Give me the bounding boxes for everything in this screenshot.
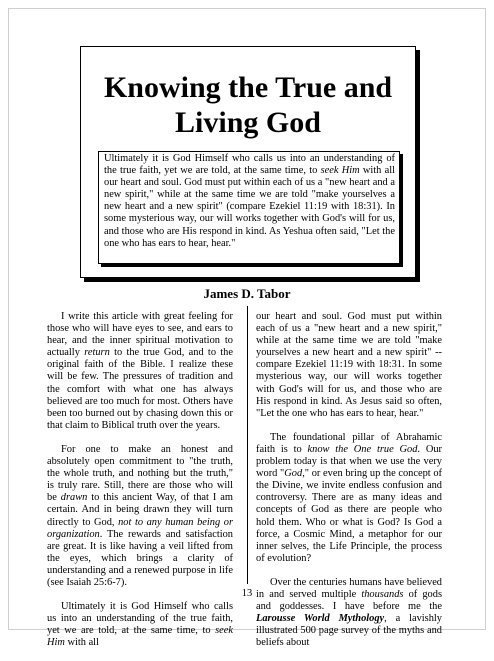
left-paragraph-1 xyxy=(47,311,233,432)
page-number: 13 xyxy=(241,588,253,599)
right-p3-text-3: , a lavishly illustrated 500 page survey of the myths and beliefs about xyxy=(256,613,442,649)
intro-quote-text-2: with all our heart and soul. God must put within each of us a "new heart and a new spirit," while at the same time we are told "make yourselves a new heart and a new spirit" (compare Ezekiel 11:19 with 18:31). In some mysterious way, our will works together with God's will for us, and those who are His respond in kind. As Yeshua often said, "Let the one who has ears to hear, hear." xyxy=(104,165,396,249)
left-column xyxy=(47,311,233,661)
right-paragraph-1 xyxy=(256,311,442,420)
left-p1-text-2: to the true God, and to the original faith of the Bible. I realize these will be few. The pressures of tradition and the comfort with what one has always believed are too much for most. Others have been too burned out by chasing down this or that claim to Biblical truth over the years. xyxy=(47,347,233,431)
title-line-2: Living God xyxy=(175,106,321,139)
left-p2-text-1: For one to make an honest and absolutely open commitment to "the truth, the whole truth, and nothing but the truth," is truly rare. Still, there are those who will be xyxy=(47,443,233,504)
left-paragraph-2 xyxy=(47,444,233,589)
right-p3-emphasis-1: thousands xyxy=(361,588,404,600)
right-p2-text-2: . Our problem today is that when we use the very word " xyxy=(256,443,442,480)
right-p2-emphasis-1: know the One true God xyxy=(307,443,418,455)
left-p2-text-3: . The rewards and satisfaction are great. It is like having a veil lifted from the eyes, which brings a clarity of understanding and a renewed purpose in life (see Isaiah 25:6-7). xyxy=(47,528,233,588)
right-p3-book-title: Larousse World Mythology xyxy=(256,613,385,625)
right-paragraph-2 xyxy=(256,432,442,565)
left-p2-emphasis-1: drawn xyxy=(60,492,88,504)
left-p1-text-1: I write this article with great feeling for those who will have eyes to see, and ears to hear, and the inner spiritual motivation to actually xyxy=(47,311,233,359)
left-p1-emphasis: return xyxy=(84,347,110,359)
intro-quote-box xyxy=(98,151,400,264)
right-p1-text: our heart and soul. God must put within each of us a "new heart and a new spirit," while at the same time we are told "make yourselves a new heart and a new spirit" -- compare Ezekiel 11:19 with 18:31. In some mysterious way, our will works together with God's will for us, and those who are His respond in kind. As Jesus said so often, "Let the one who has ears to hear, hear." xyxy=(256,311,442,419)
left-p3-text-2: with all xyxy=(64,637,99,649)
intro-quote-text-1: Ultimately it is God Himself who calls us into an understanding of the true faith, yet we are told, at the same time, to xyxy=(104,153,395,177)
right-p3-text-1: Over the centuries humans have believed in and served multiple xyxy=(256,576,442,600)
article-title xyxy=(80,70,416,140)
author-byline: James D. Tabor xyxy=(203,286,291,301)
left-paragraph-3 xyxy=(47,601,233,649)
intro-quote-emphasis: seek Him xyxy=(320,165,360,177)
left-p3-text-1: Ultimately it is God Himself who calls us into an understanding of the true faith, yet we are told, at the same time, to xyxy=(47,601,233,637)
right-p3-text-2: of gods and goddesses. I have before me the xyxy=(256,588,442,613)
left-p2-text-2: to this ancient Way, of that I am certain. And in being drawn they will turn directly to God, xyxy=(47,492,233,528)
right-p2-text-1: The foundational pillar of Abrahamic faith is to xyxy=(256,431,442,455)
right-column xyxy=(256,311,442,661)
right-p2-emphasis-2: God xyxy=(284,468,303,480)
intro-quote xyxy=(104,153,395,250)
title-line-1: Knowing the True and xyxy=(103,71,393,104)
left-p3-emphasis: seek Him xyxy=(47,625,233,649)
left-p2-emphasis-2: not to any human being or organization xyxy=(47,516,233,540)
column-divider xyxy=(247,306,248,584)
right-p2-text-3: ," or even bring up the concept of the Divine, we invite endless confusion and controversy. There are as many ideas and concepts of God as there are people who hold them. Who or what is God? Is God a force, a Cosmic Mind, a metaphor for our inner selves, the Life Principle, the process of evolution? xyxy=(256,468,442,564)
